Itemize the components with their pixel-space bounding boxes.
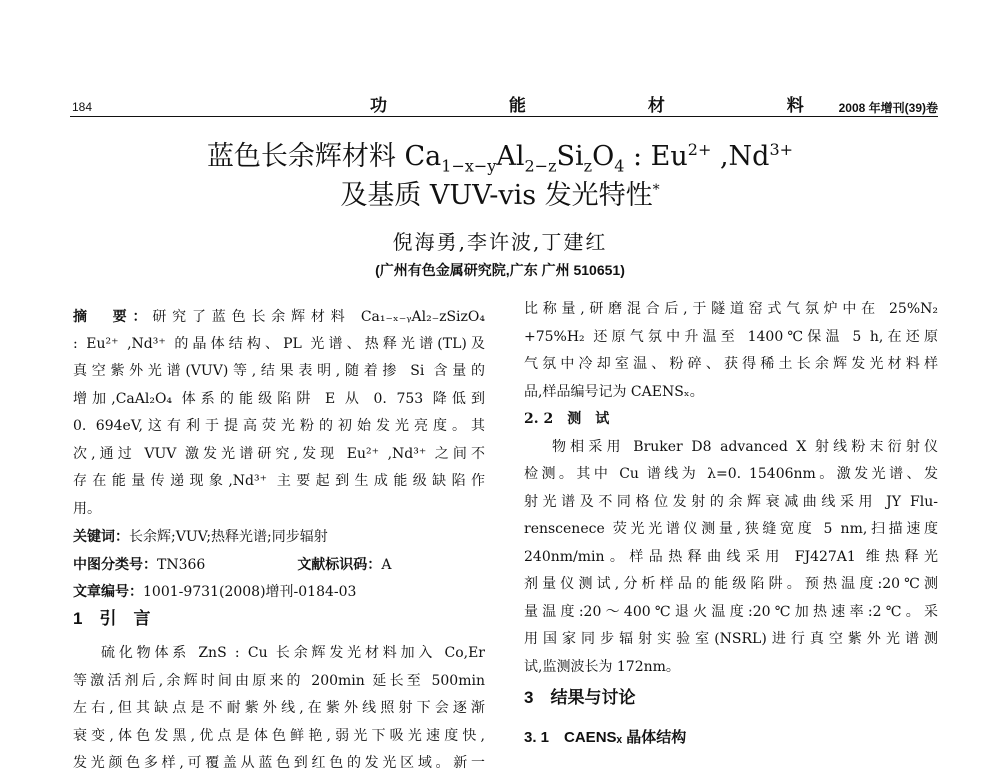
section-3-heading: 3 结果与讨论 bbox=[524, 688, 636, 707]
clc-number: TN366 bbox=[157, 556, 206, 573]
body-line: 试,监测波长为 172nm。 bbox=[524, 658, 680, 675]
article-number: 文章编号：1001-9731(2008)增刊-0184-03 bbox=[73, 583, 357, 600]
body-line: 气氛中冷却室温、粉碎、获得稀土长余辉发光材料样 bbox=[524, 356, 938, 372]
body-line: 剂量仪测试,分析样品的能级陷阱。预热温度:20℃测 bbox=[524, 576, 938, 592]
body-line: 检测。其中 Cu 谱线为 λ=0. 15406nm。激发光谱、发 bbox=[524, 466, 938, 482]
abstract-line: 用。 bbox=[73, 500, 101, 517]
document-code: A bbox=[381, 556, 392, 573]
body-line: renscenece 荧光光谱仪测量,狭缝宽度 5 nm,扫描速度 bbox=[524, 521, 938, 537]
body-line: 等激活剂后,余辉时间由原来的 200min 延长至 500min bbox=[73, 672, 485, 689]
section-2-2-heading: 2. 2 测 试 bbox=[524, 411, 610, 427]
body-line: 240nm/min。样品热释曲线采用 FJ427A1 维热释光 bbox=[524, 548, 938, 565]
abstract-label: 摘 要： bbox=[73, 308, 153, 324]
body-line: 比称量,研磨混合后,于隧道窑式气氛炉中在 25%N₂ bbox=[524, 301, 938, 317]
journal-name: 功 能 材 料 bbox=[370, 96, 862, 116]
abstract-line: : Eu²⁺ ,Nd³⁺ 的晶体结构、PL 光谱、热释光谱(TL)及 bbox=[73, 335, 485, 352]
body-line: 品,样品编号记为 CAENSₓ。 bbox=[524, 383, 704, 400]
classification-line: 中图分类号：TN366 文献标识码：A bbox=[73, 555, 392, 573]
page-number: 184 bbox=[72, 100, 93, 114]
abstract-line: 增加,CaAl₂O₄ 体系的能级陷阱 E 从 0. 753 降低到 bbox=[73, 390, 485, 407]
abstract-block bbox=[73, 303, 485, 606]
body-line: 硫化物体系 ZnS : Cu 长余辉发光材料加入 Co,Er bbox=[101, 645, 485, 661]
section-1-heading: 1 引 言 bbox=[73, 609, 151, 628]
section-3-1-heading: 3. 1 CAENSₓ 晶体结构 bbox=[524, 729, 687, 746]
body-line: +75%H₂ 还原气氛中升温至 1400℃保温 5 h,在还原 bbox=[524, 328, 938, 345]
section-1-body bbox=[73, 640, 485, 778]
footnote-mark: * bbox=[652, 182, 660, 198]
abstract-line: 摘 要：研究了蓝色长余辉材料 Ca₁₋ₓ₋ᵧAl₂₋zSizO₄ bbox=[73, 308, 485, 325]
title-line-2: 及基质 VUV-vis 发光特性* bbox=[340, 180, 660, 211]
body-line: 衰变,体色发黑,优点是体色鲜艳,弱光下吸光速度快, bbox=[73, 727, 485, 744]
body-line: 用国家同步辐射实验室(NSRL)进行真空紫外光谱测 bbox=[524, 631, 938, 647]
abstract-line: 次,通过 VUV 激发光谱研究,发现 Eu²⁺ ,Nd³⁺ 之间不 bbox=[73, 445, 485, 462]
body-line: 左右,但其缺点是不耐紫外线,在紫外线照射下会逐渐 bbox=[73, 700, 485, 716]
title-line-1: 蓝色长余辉材料 $Ca_{1-x-y}Al_{2-z}Si_zO_4$ : $Eu^{2+}$ $,Nd^{3+}$ bbox=[206, 140, 794, 176]
keywords: 关键词：长余辉;VUV;热释光谱;同步辐射 bbox=[73, 528, 328, 545]
body-line: 物相采用 Bruker D8 advanced X 射线粉末衍射仪 bbox=[552, 438, 938, 455]
body-line: 发光颜色多样,可覆盖从蓝色到红色的发光区域。新一 bbox=[73, 755, 485, 771]
right-column bbox=[524, 296, 938, 681]
body-line: 射光谱及不同格位发射的余辉衰减曲线采用 JY Flu- bbox=[524, 493, 938, 510]
abstract-line: 0. 694eV,这有利于提高荧光粉的初始发光亮度。其 bbox=[73, 418, 485, 434]
journal-issue: 2008 年增刊(39)卷 bbox=[838, 101, 938, 115]
header-rule bbox=[70, 116, 938, 117]
affiliation: (广州有色金属研究院,广东 广州 510651) bbox=[375, 262, 625, 278]
abstract-line: 存在能量传递现象,Nd³⁺ 主要起到生成能级缺陷作 bbox=[73, 473, 485, 489]
body-line: 量温度:20～400℃退火温度:20℃加热速率:2℃。采 bbox=[524, 603, 938, 620]
abstract-line: 真空紫外光谱(VUV)等,结果表明,随着掺 Si 含量的 bbox=[73, 363, 485, 379]
authors: 倪海勇,李许波,丁建红 bbox=[392, 230, 608, 254]
